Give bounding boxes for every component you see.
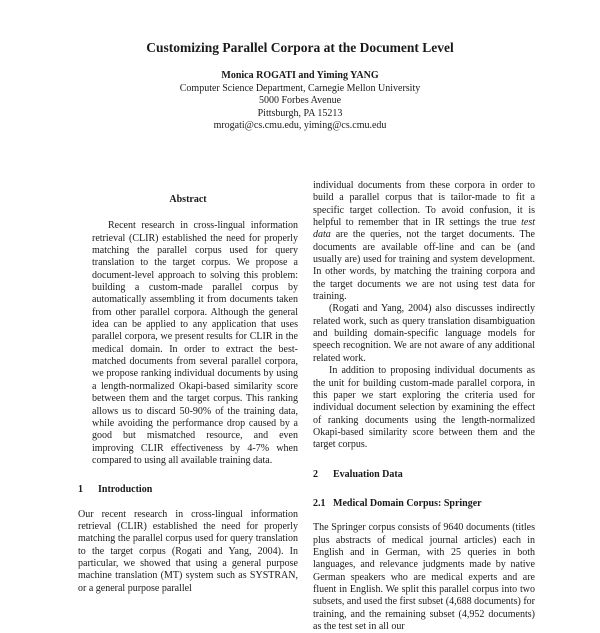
abstract-heading: Abstract [169, 194, 207, 205]
address-line-1: 5000 Forbes Avenue [258, 95, 342, 106]
paper-title: Customizing Parallel Corpora at the Document Level [146, 40, 454, 55]
right-column [313, 180, 535, 633]
author-names: Monica ROGATI and Yiming YANG [221, 70, 379, 81]
emphasis-test-data: test data [313, 217, 535, 241]
introduction-text: Our recent research in cross-lingual information retrieval (CLIR) established the need for properly matching the parallel corpus used for query translation to the target corpus (Rogati and Yang, 2004). In particular, we showed that using a general purpose machine translation (MT) system such as SYSTRAN, or a general purpose parallel [78, 508, 298, 594]
abstract-text: Recent research in cross-lingual information retrieval (CLIR) established the need for properly matching the parallel corpus used for query translation to the target corpus. We propose a document-level approach to solving this problem: building a custom-made parallel corpus by automatically assembling it from documents taken from other parallel corpora. Although the general idea can be applied to any application that uses parallel corpora, we present results for CLIR in the medical domain. In order to extract the best-matched documents from several parallel corpora, we propose ranking individual documents by using a length-normalized Okapi-based similarity score between them and the target corpus. This ranking allows us to discard 50-90% of the training data, while avoiding the performance drop caused by a good but mismatched resource, and even improving CLIR effectiveness by 4-7% when compared to using all available training data. [92, 220, 298, 466]
affiliation: Computer Science Department, Carnegie Mellon University [179, 82, 421, 94]
right-paragraph-3: In addition to proposing individual documents as the unit for building custom-made parallel corpora, in this paper we start exploring the criteria used for individual document selection by examining the effect of ranking documents using the length-normalized Okapi-based similarity score between them and the target corpus. [313, 365, 535, 451]
right-paragraph-2: (Rogati and Yang, 2004) also discusses indirectly related work, such as query translation disambiguation and building domain-specific language models for speech recognition. We are not aware of any additional related work. [313, 303, 535, 364]
section-number: 1 [78, 484, 83, 496]
subsection-title: Medical Domain Corpus: Springer [333, 497, 482, 509]
section-title: Introduction [98, 484, 153, 496]
address-line-2: Pittsburgh, PA 15213 [257, 107, 343, 119]
right-paragraph-1: individual documents from these corpora in order to build a parallel corpus that is tailor-made to fit a specific target collection. To avoid confusion, it is helpful to remember that in IR settings the true test data are the queries, not the target documents. The documents are available off-line and can be (and usually are) used for training and system development. In other words, by matching the training corpora and the target documents we are not using test data for training. [313, 180, 535, 303]
subsection-heading-springer [313, 498, 535, 510]
section-heading-introduction [78, 484, 298, 496]
springer-text: The Springer corpus consists of 9640 documents (titles plus abstracts of medical journal articles) each in English and in German, with 25 queries in both languages, and relevance judgments made by native German speakers who are medical experts and are fluent in English. We split this parallel corpus into two subsets, and used the first subset (4,688 documents) for training, and the remaining subset (4,952 documents) as the test set in all our [313, 522, 535, 632]
author-block [0, 70, 600, 133]
subsection-number: 2.1 [313, 497, 326, 509]
section-heading-evaluation-data [313, 469, 535, 481]
section-number: 2 [313, 468, 318, 480]
section-title: Evaluation Data [333, 468, 403, 480]
left-column [78, 180, 298, 595]
author-emails: mrogati@cs.cmu.edu, yiming@cs.cmu.edu [213, 120, 387, 131]
